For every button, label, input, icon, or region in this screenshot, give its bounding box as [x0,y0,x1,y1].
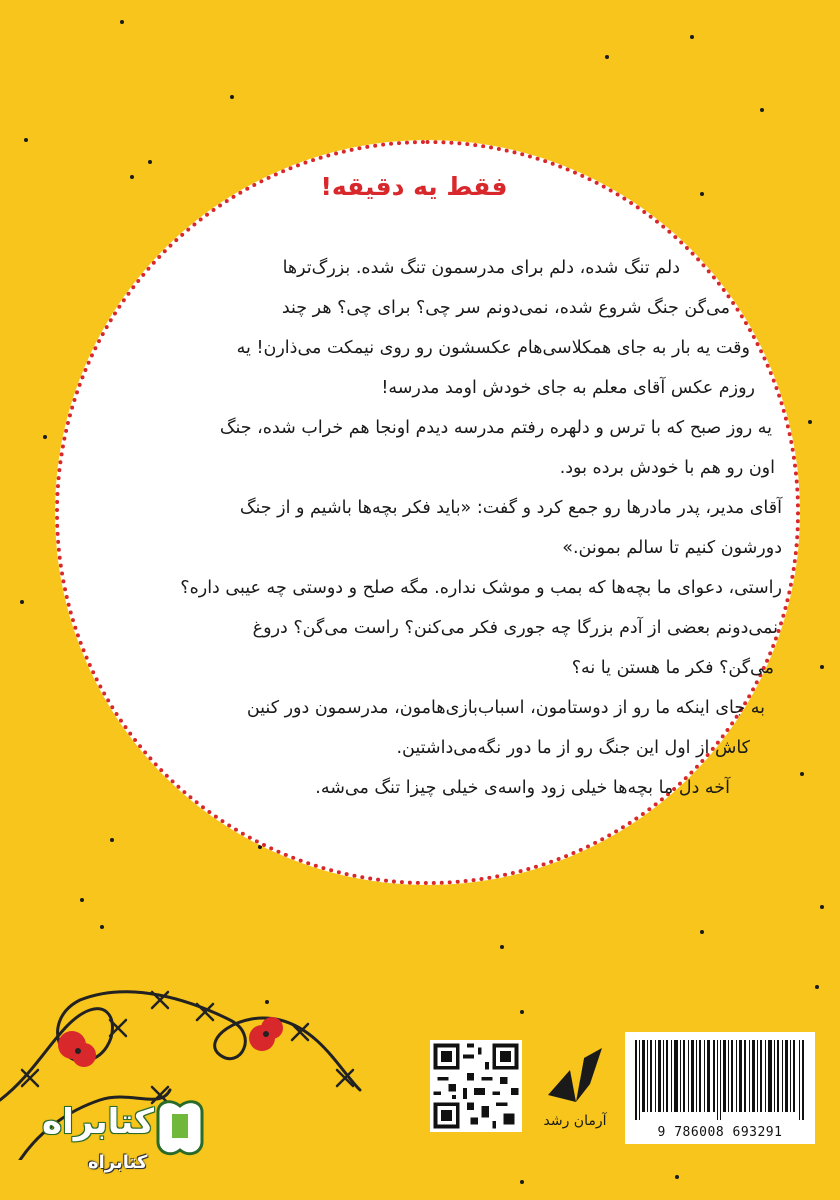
barcode-bars [633,1040,807,1120]
text-line: آقای مدیر، پدر مادرها رو جمع کرد و گفت: «باید فکر بچه‌ها باشیم و از جنگ [239,498,782,518]
isbn-number: 9 786008 693291 [657,1125,783,1140]
text-line: راستی، دعوای ما بچه‌ها که بمب و موشک نداره. مگه صلح و دوستی چه عیبی داره؟ [180,578,782,598]
text-line: یه روز صبح که با ترس و دلهره رفتم مدرسه دیدم اونجا هم خراب شده، جنگ [219,418,772,438]
poppy-icon [58,1031,96,1067]
text-line: به جای اینکه ما رو از دوستامون، اسباب‌بازی‌هامون، مدرسمون دور کنین [246,698,765,718]
text-line: می‌گن؟ فکر ما هستن یا نه؟ [571,658,774,678]
text-line: اون رو هم با خودش برده بود. [559,458,775,478]
barcode [625,1032,815,1144]
text-line: دورشون کنیم تا سالم بمونن.» [562,538,782,558]
ketabrah-logo-icon [150,1092,210,1162]
text-line: آخه دل ما بچه‌ها خیلی زود واسه‌ی خیلی چیزا تنگ می‌شه. [315,778,730,798]
text-line: وقت یه بار به جای همکلاسی‌هام عکسشون رو روی نیمکت می‌ذارن! یه [236,338,750,358]
text-line: کاش از اول این جنگ رو از ما دور نگه‌می‌داشتین. [396,738,750,758]
watermark-text: کتابراه [42,1102,155,1142]
text-line: روزم عکس آقای معلم به جای خودش اومد مدرسه! [381,378,755,398]
qr-code [430,1040,522,1132]
publisher-book-logo-icon [540,1040,610,1110]
text-line: نمی‌دونم بعضی از آدم بزرگا چه جوری فکر می‌کنن؟ راست می‌گن؟ دروغ [252,618,778,638]
page-title: فقط یه دقیقه! [320,172,508,201]
watermark-subtext: کتابراه [88,1152,148,1173]
poppy-icon [249,1017,283,1051]
text-line: می‌گن جنگ شروع شده، نمی‌دونم سر چی؟ برای چی؟ هر چند [281,298,730,318]
publisher-name: آرمان رشد [543,1113,607,1129]
text-line: دلم تنگ شده، دلم برای مدرسمون تنگ شده. بزرگ‌ترها [282,258,680,278]
